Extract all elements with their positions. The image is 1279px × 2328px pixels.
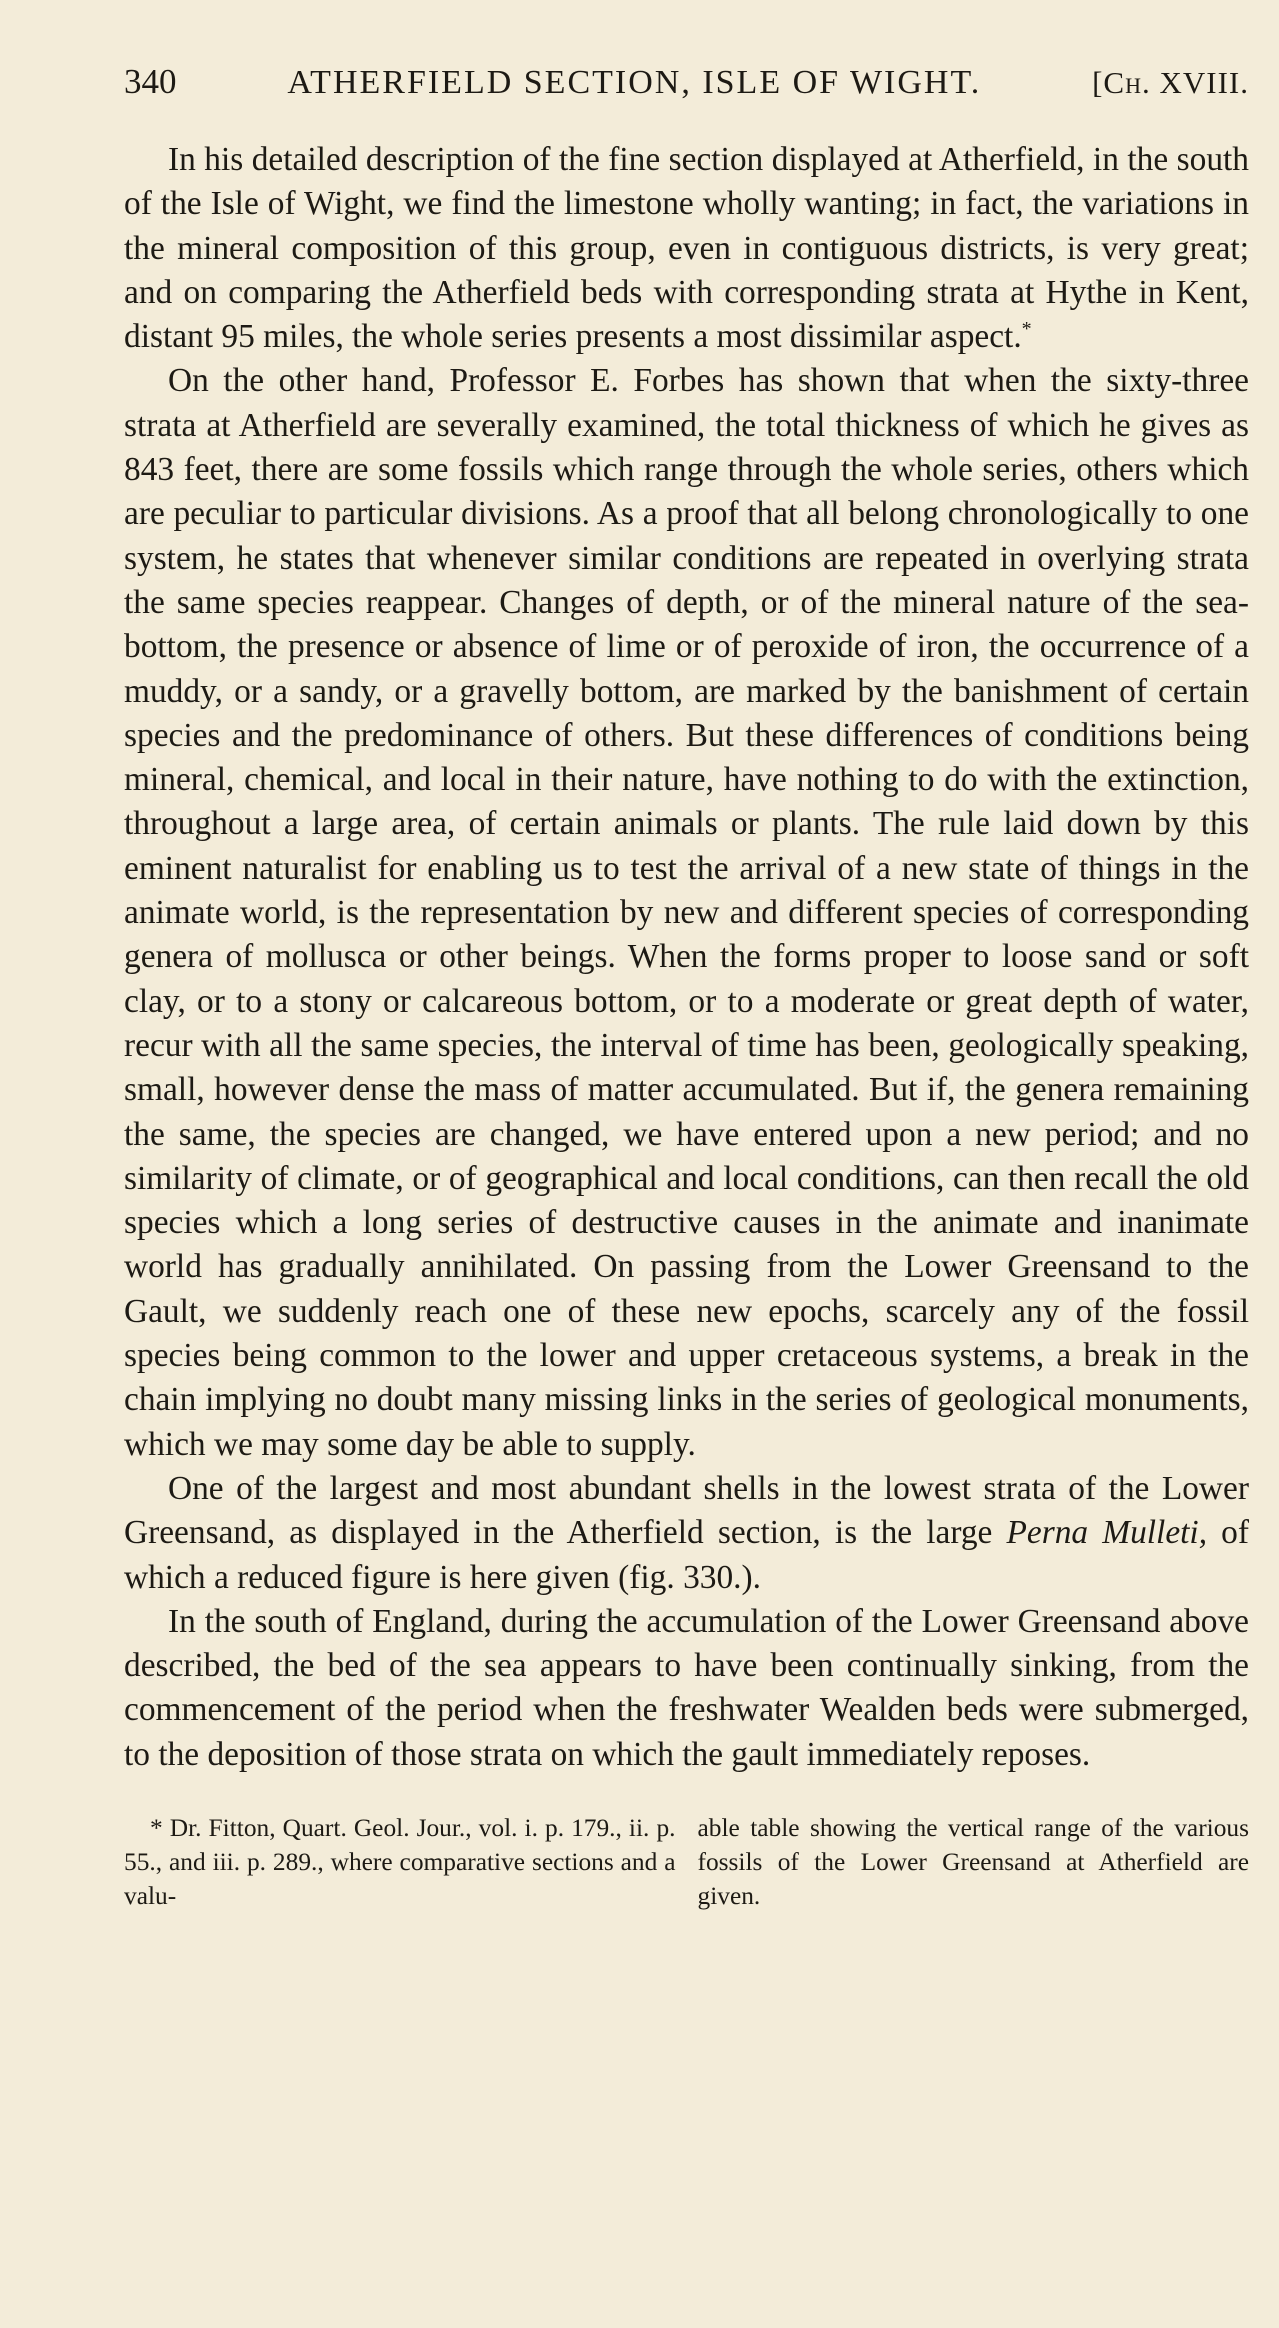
chapter-reference: [Ch. XVIII. [1092, 65, 1249, 100]
page [124, 62, 1249, 1913]
running-title: ATHERFIELD SECTION, ISLE OF WIGHT. [287, 64, 982, 101]
paragraph-3 [124, 1467, 1249, 1600]
page-number: 340 [124, 62, 177, 101]
footnote-left-column: * Dr. Fitton, Quart. Geol. Jour., vol. i. p. 179., ii. p. 55., and iii. p. 289., where comparative sections and a valu- [124, 1813, 676, 1910]
paragraph-2: On the other hand, Professor E. Forbes has shown that when the sixty-three strata at Atherfield are severally examined, the total thickness of which he gives as 843 feet, there are some fossils which range through the whole series, others which are peculiar to particular divisions. As a proof that all belong chronologically to one system, he states that whenever similar conditions are repeated in overlying strata the same species reappear. Changes of depth, or of the mineral nature of the sea-bottom, the presence or absence of lime or of peroxide of iron, the occurrence of a muddy, or a sandy, or a gravelly bottom, are marked by the banishment of certain species and the predominance of others. But these differences of conditions being mineral, chemical, and local in their nature, have nothing to do with the extinction, throughout a large area, of certain animals or plants. The rule laid down by this eminent naturalist for enabling us to test the arrival of a new state of things in the animate world, is the representation by new and different species of corresponding genera of mollusca or other beings. When the forms proper to loose sand or soft clay, or to a stony or calcareous bottom, or to a moderate or great depth of water, recur with all the same species, the interval of time has been, geologically speaking, small, however dense the mass of matter accumulated. But if, the genera remaining the same, the species are changed, we have entered upon a new period; and no similarity of climate, or of geographical and local conditions, can then recall the old species which a long series of destructive causes in the animate and inanimate world has gradually annihilated. On passing from the Lower Greensand to the Gault, we suddenly reach one of these new epochs, scarcely any of the fossil species being common to the lower and upper cretaceous systems, a break in the chain implying no doubt many missing links in the series of geological monuments, which we may some day be able to supply. [124, 362, 1249, 1463]
paragraph-1 [124, 138, 1249, 359]
running-head [124, 62, 1249, 110]
paragraph-4: In the south of England, during the accumulation of the Lower Greensand above described, the bed of the sea appears to have been continually sinking, from the commencement of the period when the freshwater Wealden beds were submerged, to the deposition of those strata on which the gault immediately reposes. [124, 1602, 1249, 1773]
footnote [124, 1811, 1249, 1913]
paragraph-3-text-b: of which a reduced figure is here given (fig. 330.). [124, 1514, 1249, 1596]
paragraph-1-text: In his detailed description of the fine section displayed at Atherfield, in the south of the Isle of Wight, we find the limestone wholly wanting; in fact, the variations in the mineral composition of this group, even in contiguous districts, is very great; and on comparing the Atherfield beds with corresponding strata at Hythe in Kent, distant 95 miles, the whole series presents a most dissimilar aspect. [124, 141, 1249, 356]
paragraph-3-text-a: One of the largest and most abundant shells in the lowest strata of the Lower Greensand, as displayed in the Atherfield section, is the large [124, 1469, 1249, 1552]
footnote-marker: * [1021, 318, 1032, 341]
footnote-right-column: able table showing the vertical range of the various fossils of the Lower Greensand at Atherfield are given. [697, 1813, 1249, 1910]
species-name: Perna Mulleti, [1006, 1514, 1208, 1552]
body-text [124, 138, 1249, 1777]
